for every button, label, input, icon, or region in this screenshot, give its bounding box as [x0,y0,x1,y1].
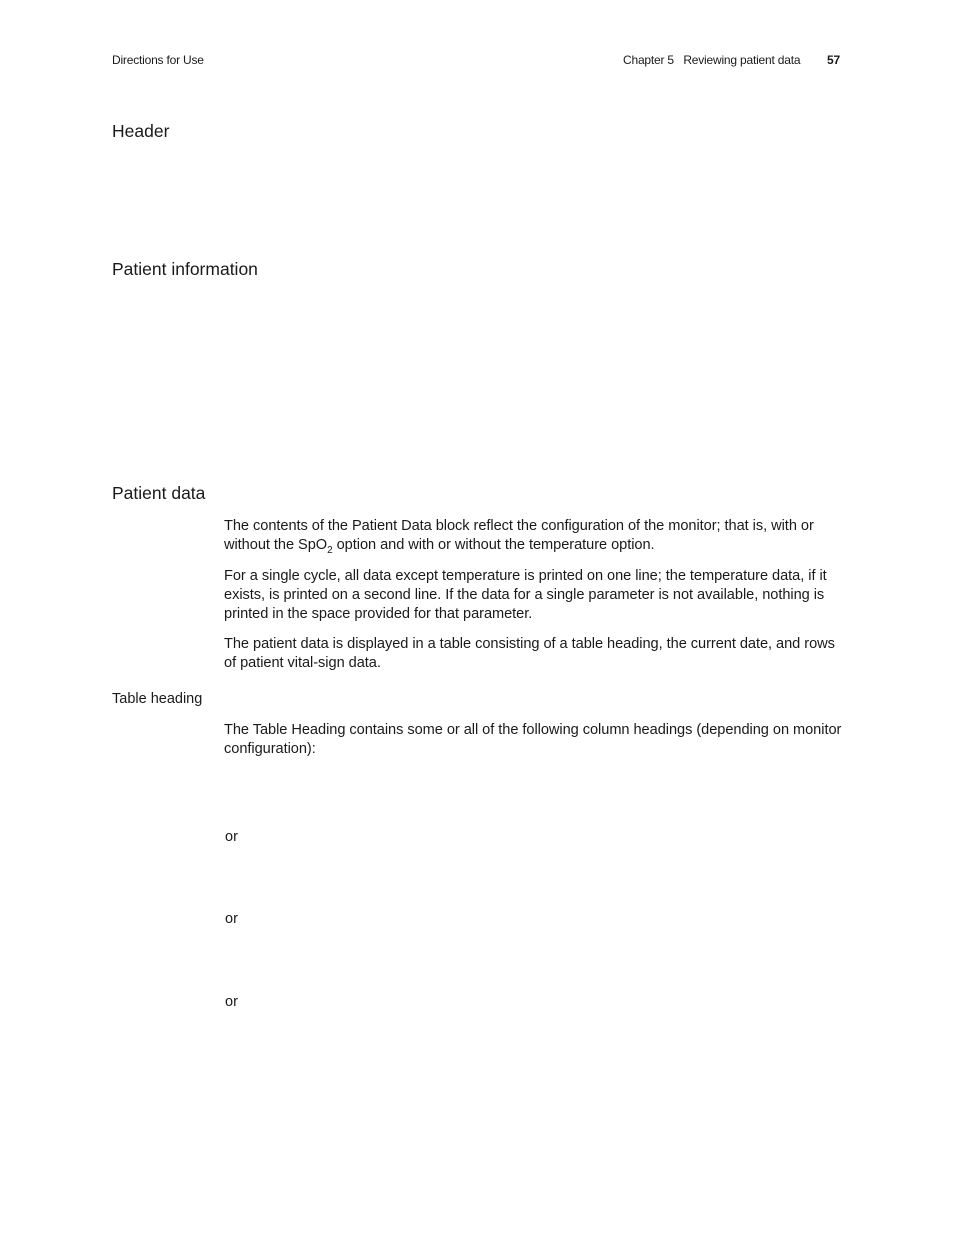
chapter-number: Chapter 5 [623,53,674,67]
patient-data-p1-subscript: 2 [327,544,333,556]
running-header-chapter [623,53,800,67]
patient-data-paragraph-1 [224,517,844,555]
patient-data-paragraph-2: For a single cycle, all data except temperature is printed on one line; the temperature data, if it exists, is printed on a second line. If the data for a single parameter is not available, nothing is printed in the space provided for that parameter. [224,568,827,622]
patient-data-paragraph-3: The patient data is displayed in a table consisting of a table heading, the current date, and rows of patient vital-sign data. [224,636,835,671]
patient-data-p1-text-b: option and with or without the temperature option. [332,536,655,553]
chapter-title: Reviewing patient data [683,53,801,67]
or-separator-2: or [225,911,238,927]
section-title-patient-information: Patient information [112,259,258,279]
patient-data-p1-text-a: The contents of the Patient Data block reflect the configuration of the monitor; that is, with or without the SpO [224,518,814,553]
running-header-left: Directions for Use [112,53,204,67]
page-number: 57 [827,53,840,67]
section-title-header: Header [112,121,170,141]
or-separator-3: or [225,994,238,1010]
subsection-title-table-heading: Table heading [112,691,203,707]
table-heading-paragraph: The Table Heading contains some or all of the following column headings (depending on monitor configuration): [224,722,842,757]
section-title-patient-data: Patient data [112,483,206,503]
or-separator-1: or [225,829,238,845]
